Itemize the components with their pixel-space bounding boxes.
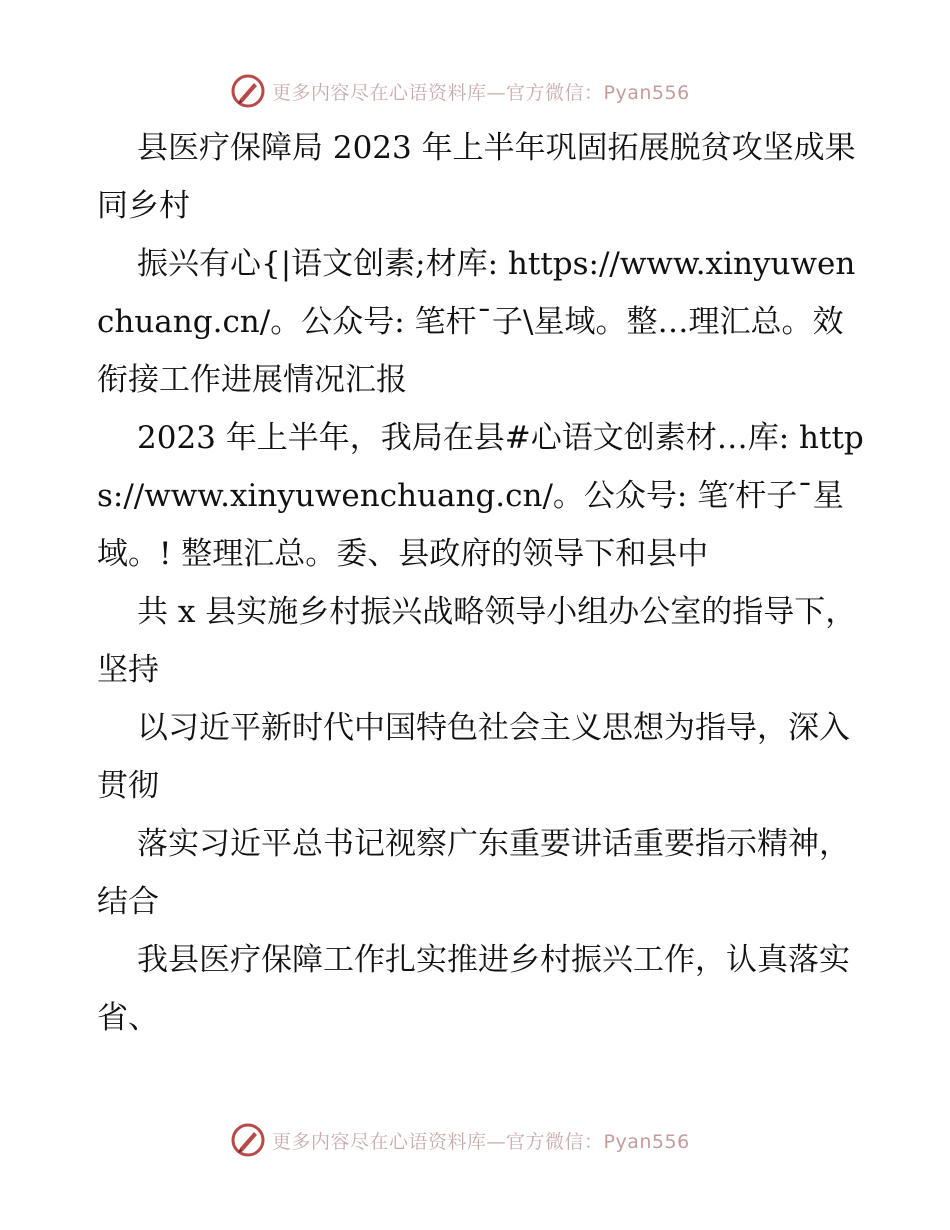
paragraph-3: 2023 年上半年，我局在县#心语文创素材…库: https://www.xinyuwenchuang.cn/。公众号: 笔′杆子¯星域。! 整理汇总。委、县政府的领导下和县中 [97,420,864,572]
paragraph-4: 共 x 县实施乡村振兴战略领导小组办公室的指导下，坚持 [97,594,857,688]
paragraph-6: 落实习近平总书记视察广东重要讲话重要指示精神，结合 [97,826,850,920]
header-wechat-id: Pyan556 [603,81,690,104]
paragraph-2: 振兴有心{|语文创素;材库: https://www.xinyuwenchuang.cn/。公众号: 笔杆¯子\星域。整…理汇总。效衔接工作进展情况汇报 [97,246,856,398]
header-banner [230,71,690,111]
paragraph-7: 我县医疗保障工作扎实推进乡村振兴工作，认真落实省、 [97,942,850,1036]
pen-logo-icon [230,73,266,109]
footer-banner [230,1120,690,1160]
footer-wechat-id: Pyan556 [603,1130,690,1153]
paragraph-5: 以习近平新时代中国特色社会主义思想为指导，深入贯彻 [97,710,850,804]
footer-banner-text: 更多内容尽在心语资料库—官方微信：Pyan556 [272,1130,690,1153]
header-banner-text: 更多内容尽在心语资料库—官方微信：Pyan556 [272,81,690,104]
paragraph-title: 县医疗保障局 2023 年上半年巩固拓展脱贫攻坚成果同乡村 [97,130,856,224]
document-body [97,119,867,1047]
pen-logo-icon [230,1122,266,1158]
